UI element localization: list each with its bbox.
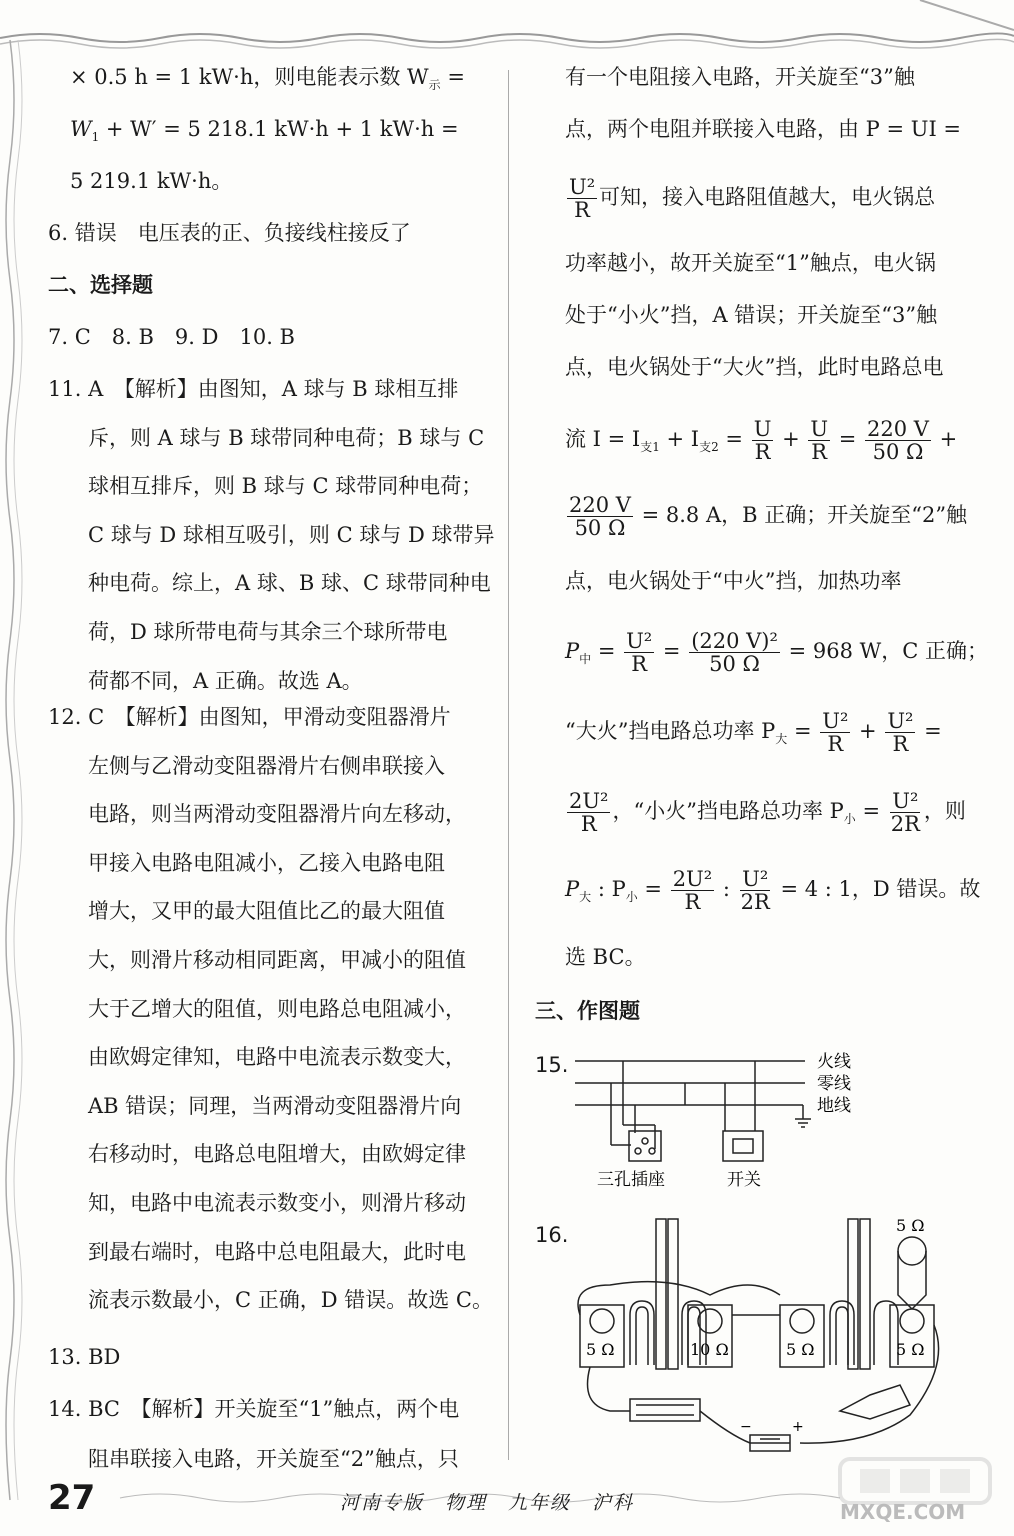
- answer-11-line-7: 荷都不同，A 正确。故选 A。: [88, 668, 363, 693]
- knife-switch: [840, 1385, 910, 1419]
- answer-11-line-4: C 球与 D 球相互吸引，则 C 球与 D 球带异: [88, 522, 495, 547]
- top-decorative-border: [0, 0, 1014, 52]
- answer-11-line-5: 种电荷。综上，A 球、B 球、C 球带同种电: [88, 571, 491, 596]
- question-15-label: 15.: [535, 1053, 569, 1077]
- answer-14-line-1: 14. BC 【解析】开关旋至“1”触点，两个电: [48, 1397, 460, 1421]
- answer-12-line-6: 大，则滑片移动相同距离，甲减小的阻值: [88, 948, 466, 972]
- answer-12-line-9: AB 错误；同理，当两滑动变阻器滑片向: [88, 1093, 462, 1118]
- answer-14-line-11: 点，电火锅处于“中火”挡，加热功率: [565, 569, 902, 593]
- answer-11-line-6: 荷，D 球所带电荷与其余三个球所带电: [88, 620, 448, 644]
- left-decorative-border: [0, 0, 40, 1536]
- battery-plus: +: [792, 1419, 804, 1435]
- answer-5-line-1: × 0.5 h = 1 kW·h，则电能表示数 $W_示$ =: [70, 65, 465, 93]
- answer-5-line-2: $W_1 + W' = 5$ 218.1 kW·h + 1 kW·h =: [70, 117, 459, 145]
- answer-14-line-12: $P_中$ = $\frac{\text{U²}}{R}$ = $\frac{\text{(220 V)²}}{50 \Omega}$ = 968 W，C 正确；: [565, 629, 988, 676]
- fire-line-label: 火线: [817, 1052, 851, 1072]
- answer-13: 13. BD: [48, 1345, 121, 1369]
- answer-12-line-10: 右移动时，电路总电阻增大，由欧姆定律: [88, 1142, 466, 1167]
- answer-14-line-10: $\frac{220 V}{50 \Omega}$ = 8.8 A，B 正确；开关旋至“2”触: [569, 493, 968, 540]
- answer-14-line-13: “大火”挡电路总功率 $P_大$ = $\frac{\text{U²}}{R}$ + $\frac{\text{U²}}{R}$ =: [565, 709, 942, 756]
- section-2-heading: 二、选择题: [48, 273, 153, 297]
- answer-11-line-2: 斥，则 A 球与 B 球带同种电荷；B 球与 C: [88, 425, 485, 450]
- answer-14-line-14: $\frac{\text{2U²}}{R}$ ，“小火”挡电路总功率 $P_小$ = $\frac{\text{U²}}{2R}$ ，则: [569, 789, 966, 836]
- answer-12-line-8: 由欧姆定律知，电路中电流表示数变大，: [88, 1045, 466, 1070]
- answer-11-line-1: 11. A 【解析】由图知，A 球与 B 球相互排: [48, 377, 459, 401]
- resistor-label-1: 5 Ω: [586, 1340, 615, 1359]
- answer-14-line-2: 阻串联接入电路，开关旋至“2”触点，只: [88, 1447, 459, 1471]
- answer-14-line-16: 选 BC。: [565, 945, 646, 969]
- answer-12-line-7: 大于乙增大的阻值，则电路总电阻减小，: [88, 996, 466, 1021]
- answer-12-line-13: 流表示数最小，C 正确，D 错误。故选 C。: [88, 1288, 493, 1313]
- column-divider: [508, 70, 509, 1460]
- answer-12-line-11: 知，电路中电流表示数变小，则滑片移动: [88, 1191, 466, 1215]
- answer-6: 6. 错误 电压表的正、负接线柱接反了: [48, 221, 411, 245]
- resistor-label-2: 10 Ω: [690, 1340, 729, 1359]
- three-pin-socket: [629, 1131, 661, 1161]
- answer-12-line-3: 电路，则当两滑动变阻器滑片向左移动，: [88, 802, 466, 827]
- answers-7-10: 7. C 8. B 9. D 10. B: [48, 325, 295, 349]
- figure-15-circuit: [575, 1045, 875, 1195]
- zero-line-label: 零线: [817, 1074, 851, 1094]
- section-3-heading: 三、作图题: [535, 999, 640, 1023]
- ground-line-label: 地线: [817, 1096, 851, 1116]
- resistor-label-5: 5 Ω: [896, 1216, 925, 1235]
- switch-box: [723, 1131, 763, 1161]
- answer-12-line-5: 增大，又甲的最大阻值比乙的最大阻值: [88, 899, 445, 924]
- battery-minus: −: [740, 1419, 752, 1435]
- page-number: 27: [48, 1478, 96, 1518]
- socket-label: 三孔插座: [597, 1170, 665, 1190]
- watermark-text: MXQE.COM: [840, 1500, 966, 1524]
- answer-12-line-12: 到最右端时，电路中总电阻最大，此时电: [88, 1239, 466, 1264]
- switch-label: 开关: [727, 1170, 761, 1190]
- figure-16-experiment: [570, 1215, 960, 1455]
- answer-11-line-3: 球相互排斥，则 B 球与 C 球带同种电荷；: [88, 474, 483, 499]
- question-16-label: 16.: [535, 1223, 569, 1247]
- answer-14-line-6: 功率越小，故开关旋至“1”触点，电火锅: [565, 251, 936, 275]
- footer-text: 河南专版 物理 九年级 沪科: [340, 1492, 635, 1514]
- answer-14-line-9: 流 $I = I_{支1} + I_{支2}$ = $\frac{U}{R}$ + $\frac{U}{R}$ = $\frac{220 V}{50 \Omega}$ +: [565, 417, 958, 464]
- answer-14-line-4: 点，两个电阻并联接入电路，由 P = UI =: [565, 117, 962, 141]
- answer-14-line-3: 有一个电阻接入电路，开关旋至“3”触: [565, 65, 915, 89]
- answer-12-line-1: 12. C 【解析】由图知，甲滑动变阻器滑片: [48, 705, 451, 729]
- answer-12-line-2: 左侧与乙滑动变阻器滑片右侧串联接入: [88, 753, 445, 778]
- rheostat: [630, 1399, 700, 1421]
- answer-14-line-15: $P_大$ : $P_小$ = $\frac{\text{2U²}}{R}$ : $\frac{\text{U²}}{2R}$ = 4 : 1，D 错误。故: [565, 867, 981, 914]
- answer-14-line-8: 点，电火锅处于“大火”挡，此时电路总电: [565, 355, 944, 379]
- answer-14-line-5: $\frac{\text{U²}}{R}$ 可知，接入电路阻值越大，电火锅总: [569, 175, 936, 222]
- resistor-label-4: 5 Ω: [896, 1340, 925, 1359]
- resistor-label-3: 5 Ω: [786, 1340, 815, 1359]
- answer-14-line-7: 处于“小火”挡，A 错误；开关旋至“3”触: [565, 303, 938, 327]
- answer-12-line-4: 甲接入电路电阻减小，乙接入电路电阻: [88, 850, 445, 875]
- answer-5-line-3: 5 219.1 kW·h。: [70, 169, 233, 193]
